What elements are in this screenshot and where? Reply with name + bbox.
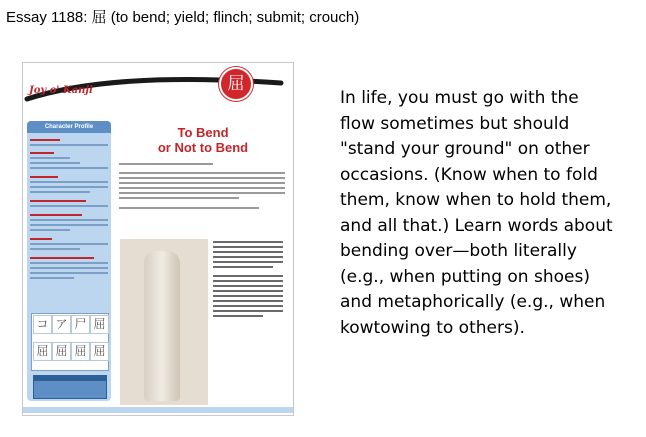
- profile-label-line: [30, 214, 82, 216]
- profile-text-line: [30, 181, 108, 183]
- caption-line: [213, 315, 263, 317]
- caption-line: [213, 295, 283, 297]
- character-profile-panel: [27, 121, 111, 401]
- profile-text-line: [30, 243, 108, 245]
- caption-line: [213, 305, 283, 307]
- caption-line: [213, 246, 283, 248]
- caption-line: [213, 261, 283, 263]
- profile-text-line: [30, 224, 108, 226]
- body-text-line: [119, 197, 239, 199]
- stroke-cell: 屈: [90, 342, 109, 361]
- essay-title: Essay 1188: 屈 (to bend; yield; flinch; submit; crouch): [6, 9, 360, 26]
- stroke-cell: 屈: [90, 315, 109, 334]
- page-footer-bar: [23, 407, 293, 413]
- main-title-line-1: To Bend: [177, 125, 229, 140]
- caption-line: [213, 251, 283, 253]
- body-text-line: [119, 187, 285, 189]
- essay-main-title: [119, 125, 287, 155]
- body-text-line: [119, 192, 285, 194]
- essay-summary-text: In life, you must go with the flow sometimes but should "stand your ground" on other occasions. (Know when to fold them, know when to hold them, and all that.) Learn words about bending over—both literally (e.g., when putting on shoes) and metaphorically (e.g., when kowtowing to others).: [340, 88, 613, 338]
- read-all-about-it-box: [33, 375, 107, 399]
- profile-text-line: [30, 162, 80, 164]
- profile-text-line: [30, 157, 70, 159]
- stroke-cell: 尸: [71, 315, 90, 334]
- profile-text-line: [30, 191, 90, 193]
- profile-text-line: [30, 144, 108, 146]
- caption-line: [213, 241, 283, 243]
- photo-figure-shape: [144, 251, 180, 401]
- profile-label-line: [30, 238, 52, 240]
- profile-text-line: [30, 219, 108, 221]
- main-title-line-2: or Not to Bend: [157, 140, 249, 155]
- caption-line: [213, 285, 283, 287]
- stroke-cell: 屈: [52, 342, 71, 361]
- profile-label-line: [30, 176, 58, 178]
- profile-text-line: [30, 229, 70, 231]
- caption-line: [213, 280, 283, 282]
- profile-label-line: [30, 139, 60, 141]
- profile-text-line: [30, 186, 108, 188]
- read-box-heading-bar: [34, 376, 106, 381]
- caption-line: [213, 290, 283, 292]
- stroke-cell: コ: [33, 315, 52, 334]
- profile-text-line: [30, 272, 108, 274]
- profile-text-line: [30, 205, 108, 207]
- caption-line: [213, 256, 283, 258]
- joy-o-kanji-logo: Joy o' Kanji: [29, 85, 93, 96]
- photo-caption-column: [213, 241, 285, 351]
- caption-line: [213, 275, 283, 277]
- profile-text-line: [30, 277, 74, 279]
- essay-page-thumbnail[interactable]: [22, 62, 294, 416]
- kanji-badge: [219, 67, 253, 101]
- stroke-order-diagram: [31, 313, 109, 371]
- profile-label-line: [30, 200, 86, 202]
- body-text-line: [119, 182, 285, 184]
- caption-line: [213, 266, 273, 268]
- stroke-cell: 屈: [33, 342, 52, 361]
- kanji-glyph: 屈: [227, 74, 245, 94]
- body-text-line: [119, 172, 285, 174]
- profile-text-line: [30, 262, 108, 264]
- body-text-line: [119, 207, 259, 209]
- caption-line: [213, 310, 283, 312]
- character-profile-heading: Character Profile: [27, 121, 111, 133]
- profile-label-line: [30, 257, 94, 259]
- profile-label-line: [30, 152, 54, 154]
- caption-line: [213, 300, 283, 302]
- profile-text-line: [30, 167, 108, 169]
- profile-text-line: [30, 267, 108, 269]
- profile-text-line: [30, 248, 80, 250]
- essay-photo: [120, 239, 208, 405]
- stroke-cell: ア: [52, 315, 71, 334]
- body-text-line: [119, 177, 285, 179]
- stroke-cell: 屈: [71, 342, 90, 361]
- body-text-line: [119, 163, 213, 165]
